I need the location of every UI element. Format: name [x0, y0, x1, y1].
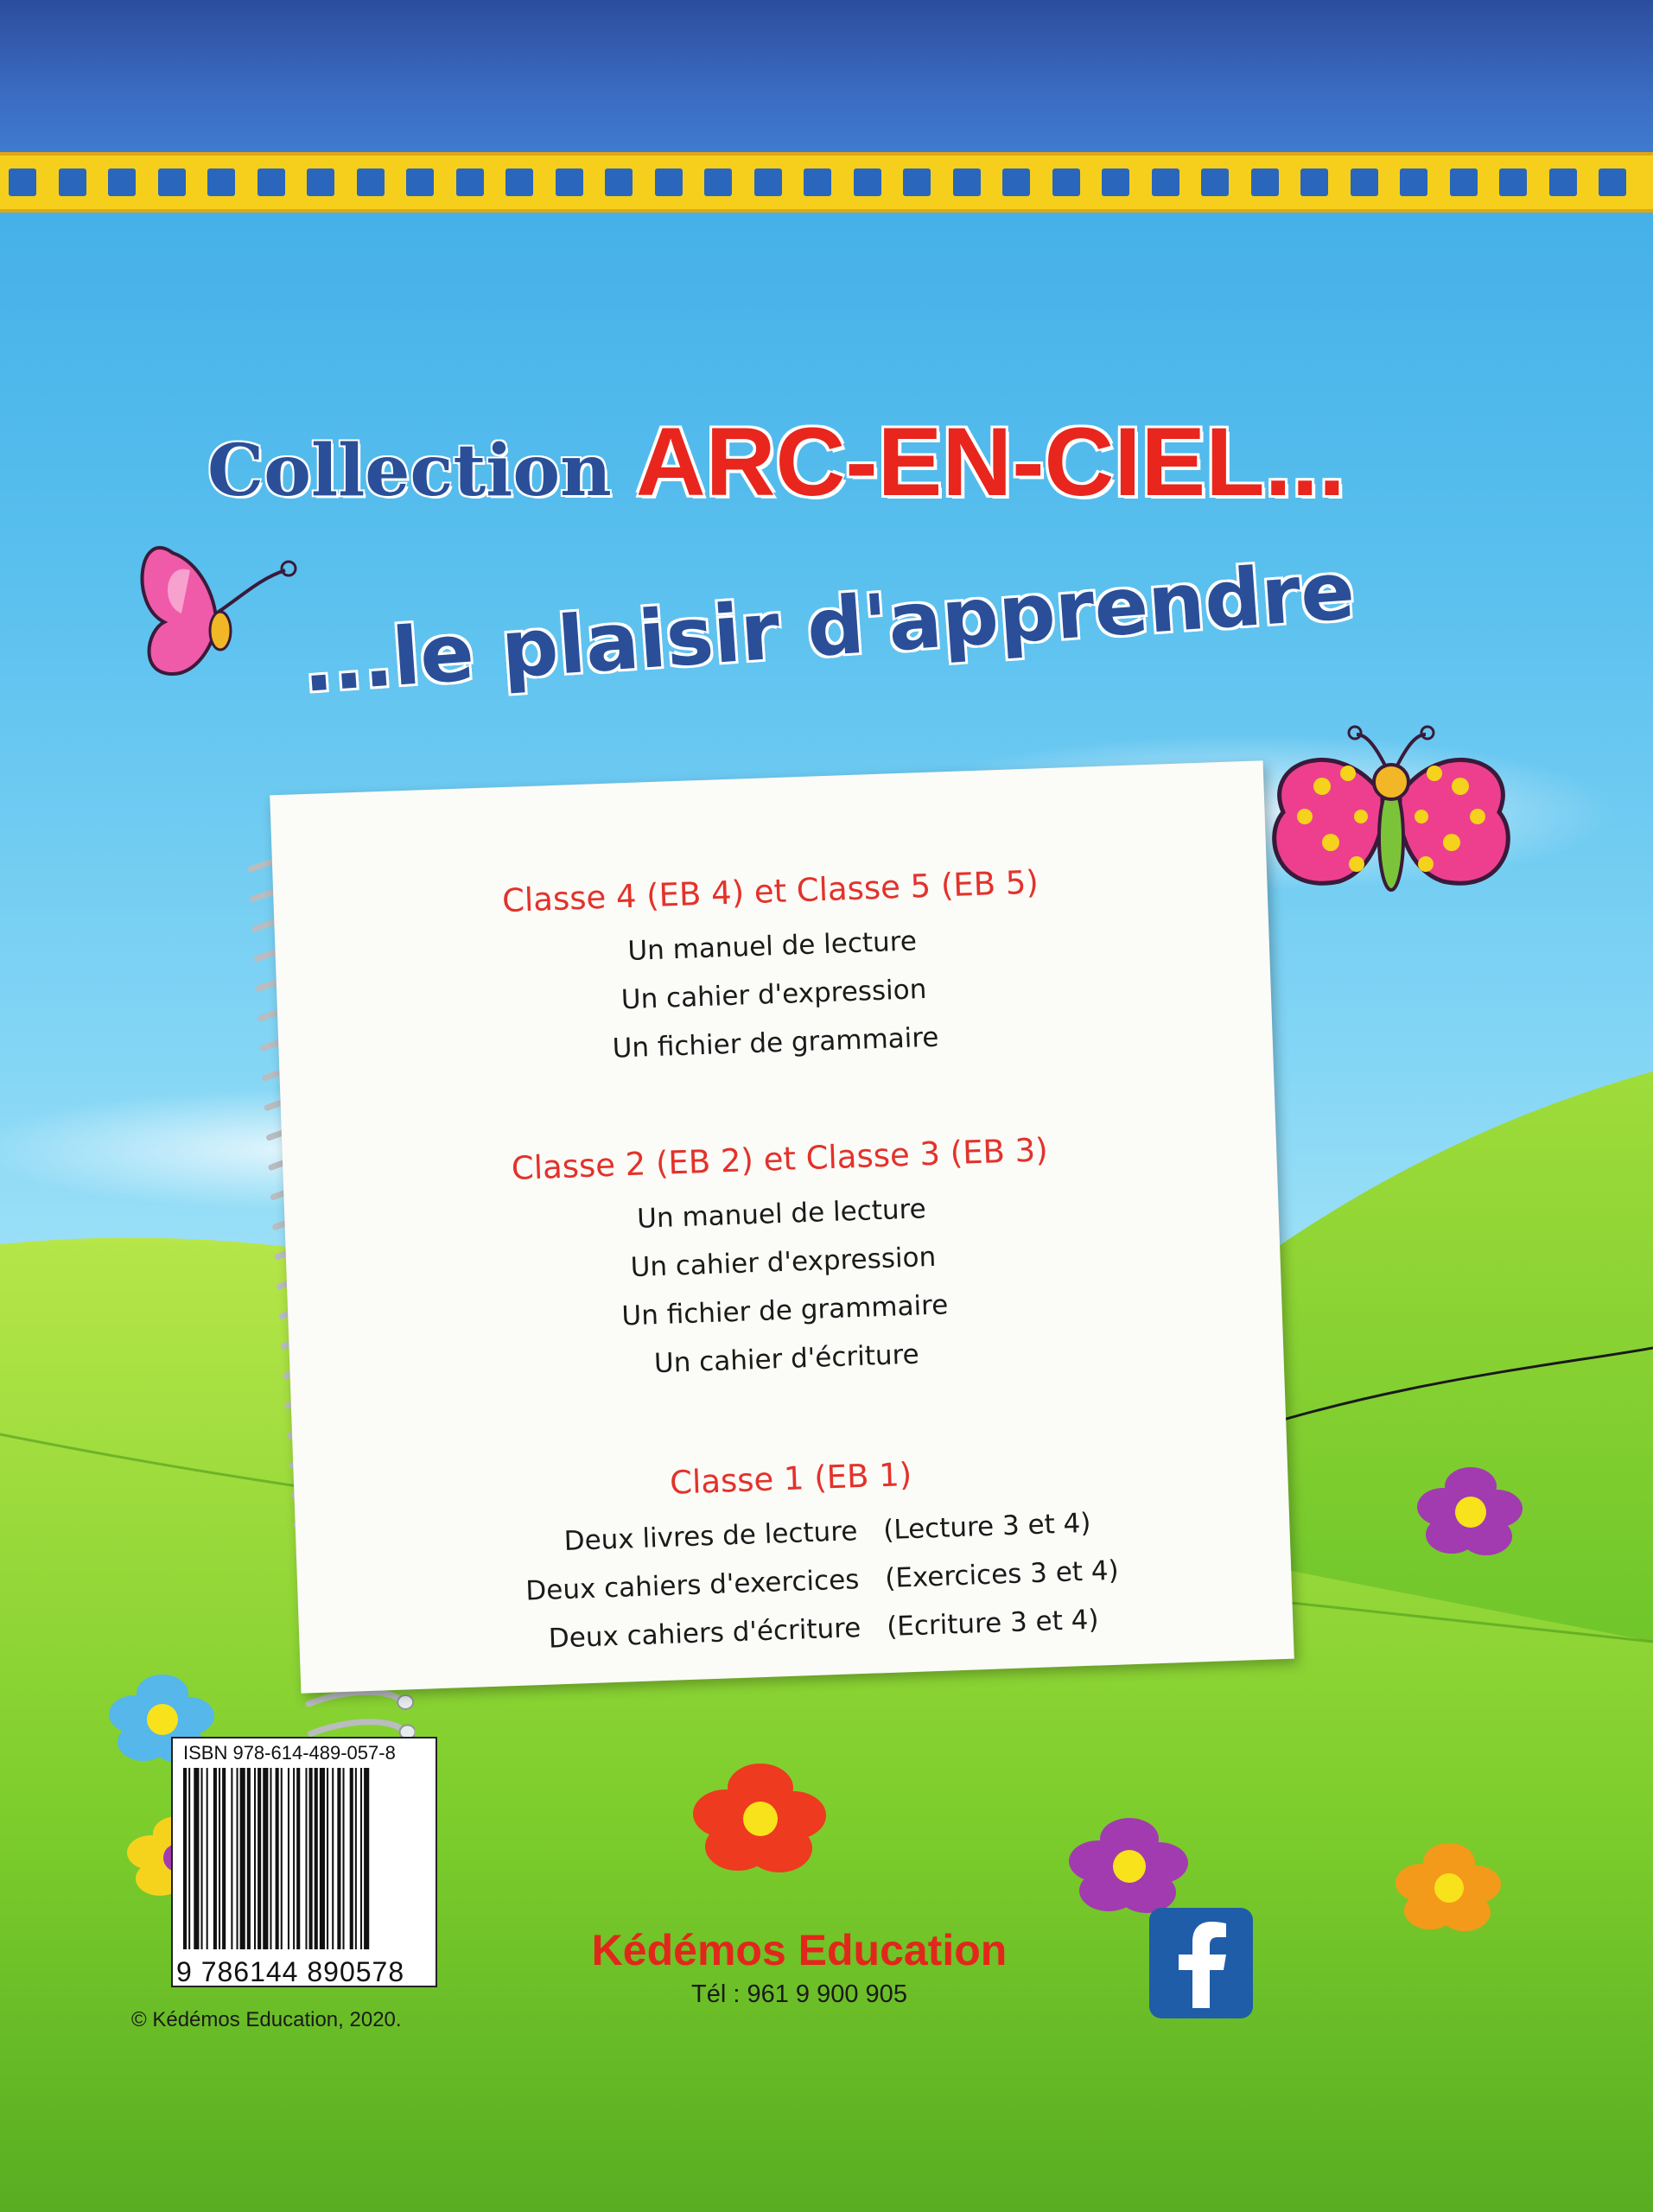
barcode-bar: [320, 1768, 325, 1949]
barcode-bar: [343, 1768, 345, 1949]
item-detail: (Ecriture 3 et 4): [886, 1604, 1100, 1643]
barcode-bar: [315, 1768, 318, 1949]
item-detail: (Exercices 3 et 4): [884, 1554, 1120, 1595]
barcode-bar: [305, 1768, 307, 1949]
subtitle: ...le plaisir d'apprendre: [299, 544, 1357, 710]
list-item: Un manuel de lecture: [636, 1193, 927, 1235]
facebook-icon[interactable]: [1148, 1906, 1255, 2020]
item-label: Deux cahiers d'exercices: [525, 1564, 860, 1607]
barcode-bar: [257, 1768, 261, 1949]
barcode-bar: [270, 1768, 271, 1949]
barcode-bar: [350, 1768, 353, 1949]
spiral-ring: [308, 1692, 402, 1704]
barcode-icon: [183, 1768, 429, 1955]
list-item: Un manuel de lecture: [626, 925, 918, 968]
barcode-bar: [288, 1768, 289, 1949]
barcode-bar: [327, 1768, 328, 1949]
barcode-bar: [237, 1768, 238, 1949]
barcode-bar: [281, 1768, 283, 1949]
section-title: Classe 4 (EB 4) et Classe 5 (EB 5): [501, 863, 1039, 920]
item-label: Deux cahiers d'écriture: [548, 1612, 861, 1655]
barcode-bar: [276, 1768, 279, 1949]
barcode-box: [171, 1737, 437, 1987]
barcode-bar: [332, 1768, 334, 1949]
section-title: Classe 2 (EB 2) et Classe 3 (EB 3): [511, 1131, 1049, 1187]
barcode-bar: [360, 1768, 362, 1949]
barcode-bar: [364, 1768, 369, 1949]
barcode-bar: [263, 1768, 268, 1949]
barcode-bar: [222, 1768, 226, 1949]
section-title: Classe 1 (EB 1): [669, 1455, 912, 1502]
barcode-bar: [309, 1768, 313, 1949]
isbn-label: ISBN 978-614-489-057-8: [183, 1742, 396, 1764]
publisher-phone: Tél : 961 9 900 905: [691, 1980, 907, 2008]
barcode-bar: [254, 1768, 256, 1949]
section-classe-1: [294, 1443, 1294, 1672]
publisher-name: Kédémos Education: [591, 1926, 1008, 1974]
collection-title: [207, 406, 1452, 518]
item-label: Deux livres de lecture: [563, 1516, 858, 1558]
title-main: ARC-EN-CIEL...: [635, 408, 1345, 516]
section-classe-4-5: [273, 855, 1273, 1084]
barcode-bar: [188, 1768, 190, 1949]
list-item: Un cahier d'écriture: [653, 1338, 920, 1380]
copyright: © Kédémos Education, 2020.: [131, 2008, 402, 2031]
title-prefix: Collection: [207, 429, 612, 512]
barcode-bar: [201, 1768, 203, 1949]
barcode-bar: [247, 1768, 251, 1949]
section-classe-2-3: [283, 1123, 1284, 1401]
barcode-bar: [231, 1768, 232, 1949]
barcode-bar: [194, 1768, 199, 1949]
barcode-bar: [213, 1768, 217, 1949]
spiral-hole: [397, 1695, 413, 1709]
barcode-bar: [240, 1768, 245, 1949]
pink-butterfly-icon: [143, 548, 296, 674]
barcode-bar: [337, 1768, 340, 1949]
list-item: Un fichier de grammaire: [620, 1289, 949, 1332]
barcode-bar: [355, 1768, 357, 1949]
publisher-block: [557, 1925, 1041, 2009]
spiral-ring: [311, 1722, 404, 1734]
barcode-bar: [296, 1768, 300, 1949]
list-item: Un cahier d'expression: [630, 1241, 937, 1284]
barcode-number: 9 786144 890578: [176, 1956, 405, 1987]
barcode-bar: [293, 1768, 295, 1949]
list-item: Un cahier d'expression: [620, 974, 927, 1016]
barcode-bar: [219, 1768, 220, 1949]
barcode-bar: [207, 1768, 208, 1949]
barcode-bar: [183, 1768, 187, 1949]
item-detail: (Lecture 3 et 4): [882, 1507, 1092, 1547]
notebook-page: [270, 760, 1294, 1694]
list-item: Un fichier de grammaire: [612, 1021, 940, 1065]
